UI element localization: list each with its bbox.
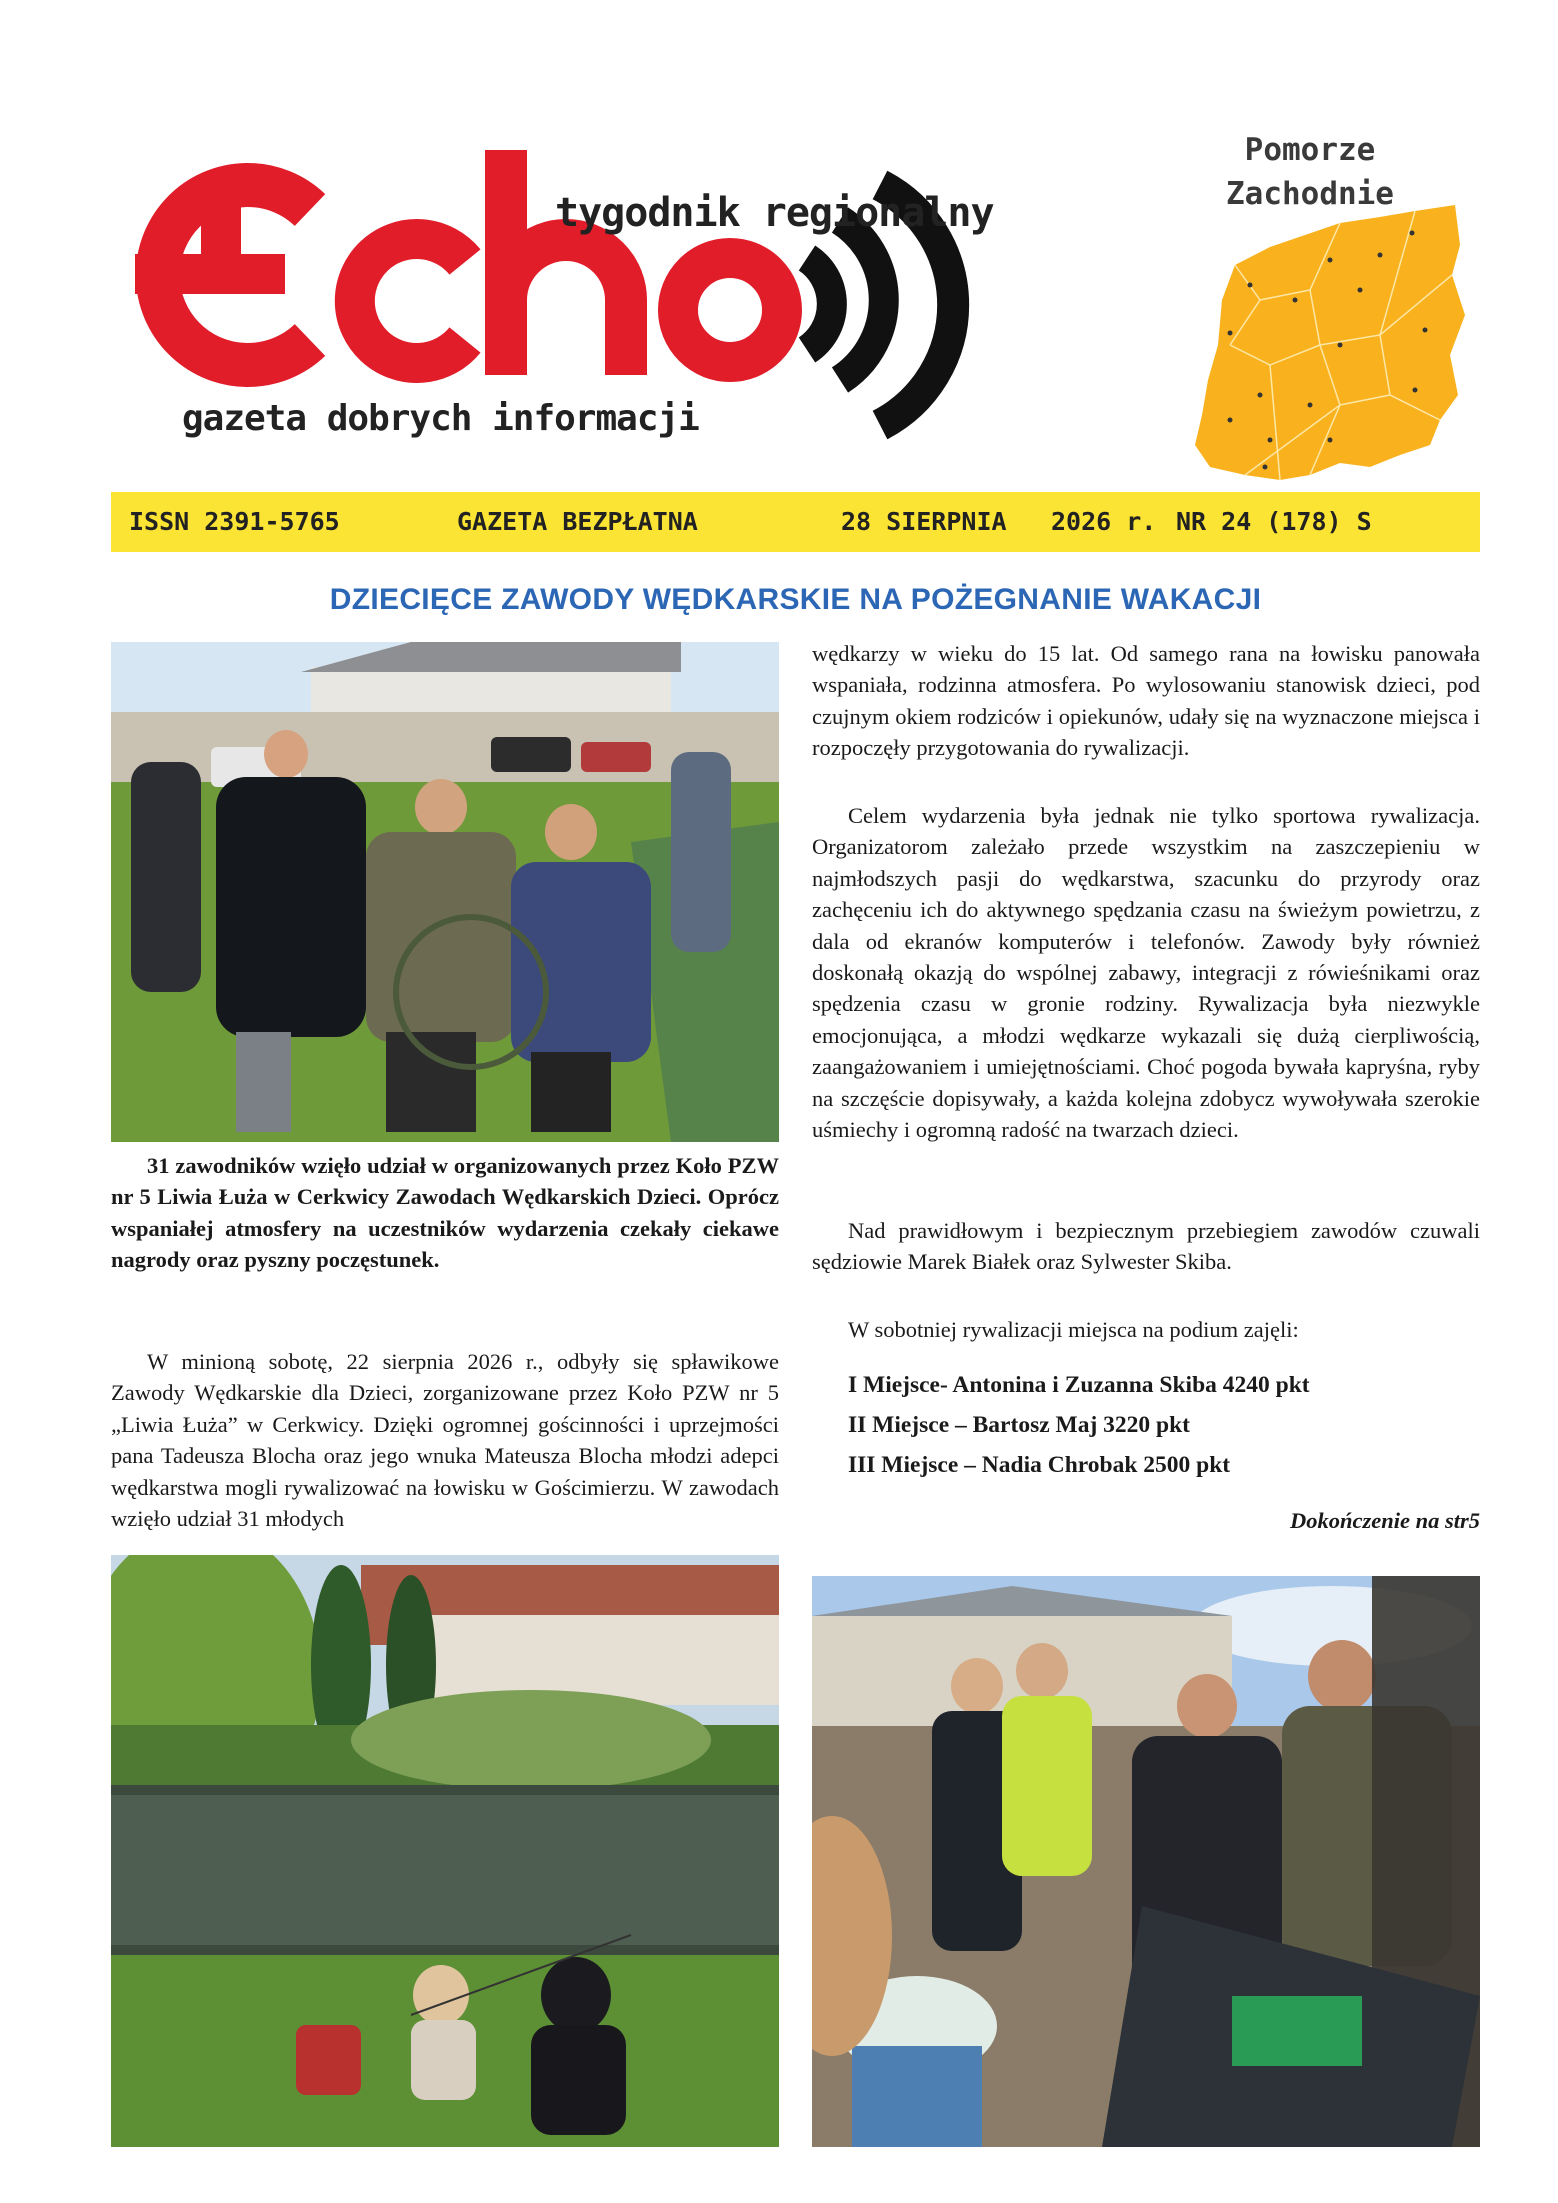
podium-results <box>848 1365 1478 1485</box>
podium-first-place: I Miejsce- Antonina i Zuzanna Skiba 4240 pkt <box>848 1372 1310 1398</box>
issn-number: ISSN 2391-5765 <box>129 507 340 536</box>
podium-third-place: III Miejsce – Nadia Chrobak 2500 pkt <box>848 1452 1231 1478</box>
photo-3-image <box>812 1576 1480 2147</box>
photo-medal-ceremony <box>812 1576 1480 2147</box>
region-map <box>1190 205 1465 485</box>
article-headline: DZIECIĘCE ZAWODY WĘDKARSKIE NA POŻEGNANIE WAKACJI <box>329 583 1262 616</box>
issue-date: 28 SIERPNIA <box>841 507 1007 536</box>
article-paragraph-4: W sobotniej rywalizacji miejsca na podium zajęli: <box>848 1317 1299 1342</box>
article-paragraph-3: Nad prawidłowym i bezpiecznym przebiegiem zawodów czuwali sędziowie Marek Białek oraz Sylwester Skiba. <box>812 1218 1480 1275</box>
region-title <box>1195 128 1425 216</box>
continued-on-page: Dokończenie na str5 <box>1289 1508 1480 1533</box>
info-bar <box>111 492 1480 552</box>
photo-pond-fishing <box>111 1555 779 2147</box>
region-line-2: Zachodnie <box>1226 176 1394 212</box>
article-paragraph-2: Celem wydarzenia była jednak nie tylko sportowa rywalizacja. Organizatorom zależało przede wszystkim na zaszczepieniu w najmłodszych pasji do wędkarstwa, szacunku do przyrody oraz zachęceniu ich do aktywnego spędzania czasu na świeżym powietrzu, z dala od ekranów komputerów i telefonów. Zawody były również doskonałą okazją do wspólnej zabawy, integracji z rówieśnikami oraz spędzenia czasu w gronie rodziny. Rywalizacja była niezwykle emocjonująca, a młodzi wędkarze wykazali się dużą cierpliwością, zaangażowaniem i umiejętnościami. Choć pogoda bywała kapryśna, ryby na szczęście dopisywały, a każda kolejna zdobycz wywoływała szerokie uśmiechy i ogromną radość na twarzach dzieci. <box>812 803 1480 1143</box>
article-paragraph-1-continued: wędkarzy w wieku do 15 lat. Od samego rana na łowisku panowała wspaniała, rodzinna atmosfera. Po wylosowaniu stanowisk dzieci, pod czujnym okiem rodziców i opiekunów, udały się na wyznaczone miejsca i rozpoczęły przygotowania do rywalizacji. <box>812 641 1480 761</box>
logo-graphic <box>135 150 965 380</box>
photo-participants-with-net <box>111 642 779 1142</box>
issue-number: NR 24 (178) S <box>1176 507 1372 536</box>
region-line-1: Pomorze <box>1244 132 1376 168</box>
tagline-top: tygodnik regionalny <box>555 190 994 236</box>
issue-year: 2026 r. <box>1051 507 1157 536</box>
photo-1-image <box>111 642 779 1142</box>
article-paragraph-1: W minioną sobotę, 22 sierpnia 2026 r., odbyły się spławikowe Zawody Wędkarskie dla Dzieci, zorganizowane przez Koło PZW nr 5 „Liwia Łuża” w Cerkwicy. Dzięki ogromnej gościnności i uprzejmości pana Tadeusza Blocha oraz jego wnuka Mateusza Blocha młodzi adepci wędkarstwa mogli rywalizować na łowisku w Gościmierzu. W zawodach wzięło udział 31 młodych <box>111 1349 779 1532</box>
photo-caption: 31 zawodników wzięło udział w organizowanych przez Koło PZW nr 5 Liwia Łuża w Cerkwicy Zawodach Wędkarskich Dzieci. Oprócz wspaniałej atmosfery na uczestników wydarzenia czekały ciekawe nagrody oraz pyszny poczęstunek. <box>111 1153 779 1273</box>
podium-second-place: II Miejsce – Bartosz Maj 3220 pkt <box>848 1412 1190 1438</box>
newspaper-logo <box>135 150 965 380</box>
photo-2-image <box>111 1555 779 2147</box>
tagline-bottom: gazeta dobrych informacji <box>182 398 699 439</box>
free-paper-label: GAZETA BEZPŁATNA <box>457 507 698 536</box>
region-map-icon <box>1190 205 1465 485</box>
